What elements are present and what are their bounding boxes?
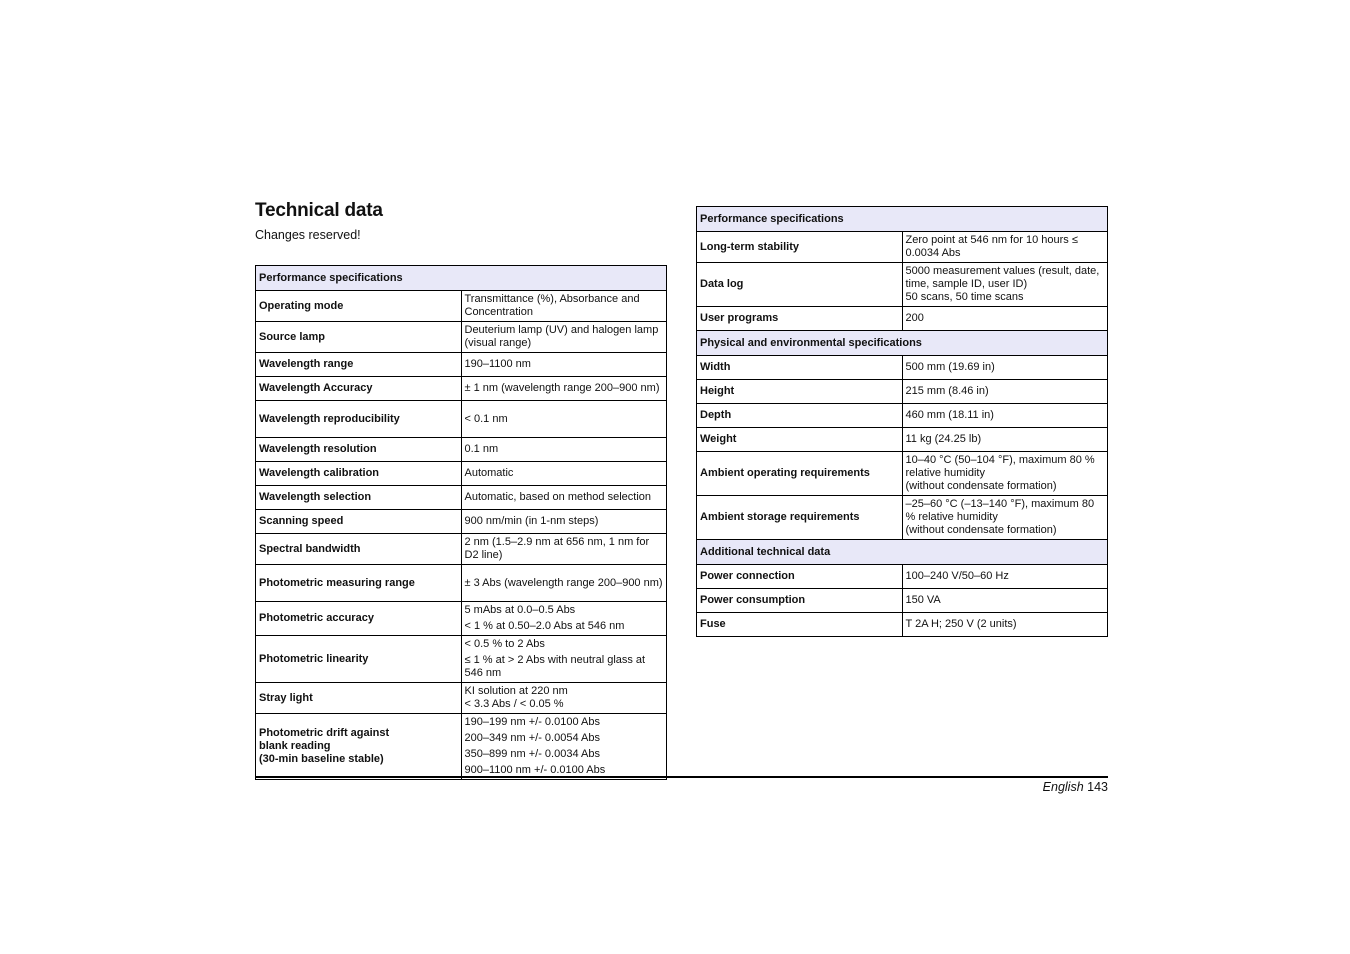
spec-value: ± 3 Abs (wavelength range 200–900 nm) bbox=[461, 565, 667, 602]
spec-label: Width bbox=[697, 356, 903, 380]
spec-value: 150 VA bbox=[902, 589, 1108, 613]
section-title: Performance specifications bbox=[697, 207, 1108, 232]
table-row bbox=[697, 356, 1108, 380]
spec-value: Automatic, based on method selection bbox=[461, 486, 667, 510]
section-header-row bbox=[256, 266, 667, 291]
spec-label: Power consumption bbox=[697, 589, 903, 613]
section-title: Physical and environmental specifications bbox=[697, 331, 1108, 356]
page-title: Technical data bbox=[255, 200, 383, 221]
spec-label: Data log bbox=[697, 263, 903, 307]
page-footer bbox=[1043, 780, 1108, 794]
spec-label: Stray light bbox=[256, 683, 462, 714]
left-spec-table bbox=[255, 265, 667, 780]
spec-label: Wavelength selection bbox=[256, 486, 462, 510]
footer-divider bbox=[255, 776, 1108, 778]
spec-value: 460 mm (18.11 in) bbox=[902, 404, 1108, 428]
spec-label: Spectral bandwidth bbox=[256, 534, 462, 565]
spec-value: ± 1 nm (wavelength range 200–900 nm) bbox=[461, 377, 667, 401]
spec-label: Wavelength resolution bbox=[256, 438, 462, 462]
spec-label: Ambient storage requirements bbox=[697, 496, 903, 540]
spec-label: Ambient operating requirements bbox=[697, 452, 903, 496]
spec-label: Fuse bbox=[697, 613, 903, 637]
spec-value: –25–60 °C (–13–140 °F), maximum 80 % relative humidity (without condensate formation) bbox=[902, 496, 1108, 540]
spec-value: 215 mm (8.46 in) bbox=[902, 380, 1108, 404]
table-row bbox=[256, 438, 667, 462]
table-row bbox=[256, 401, 667, 438]
table-row bbox=[256, 322, 667, 353]
spec-value: 5000 measurement values (result, date, time, sample ID, user ID) 50 scans, 50 time scans bbox=[902, 263, 1108, 307]
table-row bbox=[256, 510, 667, 534]
right-spec-table bbox=[696, 206, 1108, 637]
spec-label: Photometric accuracy bbox=[256, 602, 462, 636]
footer-language: English bbox=[1042, 780, 1084, 794]
page-subtitle: Changes reserved! bbox=[255, 228, 361, 242]
table-row bbox=[256, 602, 667, 636]
spec-value: Zero point at 546 nm for 10 hours ≤ 0.0034 Abs bbox=[902, 232, 1108, 263]
table-row bbox=[256, 636, 667, 683]
spec-value: 2 nm (1.5–2.9 nm at 656 nm, 1 nm for D2 line) bbox=[461, 534, 667, 565]
section-header-row bbox=[697, 540, 1108, 565]
section-title: Additional technical data bbox=[697, 540, 1108, 565]
spec-value: 100–240 V/50–60 Hz bbox=[902, 565, 1108, 589]
spec-label: Scanning speed bbox=[256, 510, 462, 534]
spec-label: Photometric drift against blank reading (30-min baseline stable) bbox=[256, 714, 462, 780]
spec-value: Transmittance (%), Absorbance and Concentration bbox=[461, 291, 667, 322]
table-row bbox=[697, 565, 1108, 589]
table-row bbox=[697, 589, 1108, 613]
spec-label: Power connection bbox=[697, 565, 903, 589]
spec-label: User programs bbox=[697, 307, 903, 331]
table-row bbox=[697, 428, 1108, 452]
table-row bbox=[256, 714, 667, 780]
spec-value: 190–1100 nm bbox=[461, 353, 667, 377]
table-row bbox=[256, 353, 667, 377]
spec-label: Wavelength reproducibility bbox=[256, 401, 462, 438]
spec-value: 5 mAbs at 0.0–0.5 Abs < 1 % at 0.50–2.0 Abs at 546 nm bbox=[461, 602, 667, 636]
table-row bbox=[256, 377, 667, 401]
table-row bbox=[256, 462, 667, 486]
spec-value: KI solution at 220 nm < 3.3 Abs / < 0.05 % bbox=[461, 683, 667, 714]
table-row bbox=[697, 613, 1108, 637]
spec-value: 0.1 nm bbox=[461, 438, 667, 462]
table-row bbox=[256, 534, 667, 565]
table-row bbox=[697, 307, 1108, 331]
section-header-row bbox=[697, 331, 1108, 356]
spec-value: < 0.1 nm bbox=[461, 401, 667, 438]
spec-label: Height bbox=[697, 380, 903, 404]
table-row bbox=[697, 232, 1108, 263]
table-row bbox=[697, 380, 1108, 404]
spec-label: Long-term stability bbox=[697, 232, 903, 263]
spec-value: 190–199 nm +/- 0.0100 Abs 200–349 nm +/- 0.0054 Abs 350–899 nm +/- 0.0034 Abs 900–1100 nm +/- 0.0100 Abs bbox=[461, 714, 667, 780]
spec-value: 900 nm/min (in 1-nm steps) bbox=[461, 510, 667, 534]
table-row bbox=[697, 263, 1108, 307]
section-header-row bbox=[697, 207, 1108, 232]
table-row bbox=[697, 404, 1108, 428]
spec-label: Source lamp bbox=[256, 322, 462, 353]
section-title: Performance specifications bbox=[256, 266, 667, 291]
spec-label: Depth bbox=[697, 404, 903, 428]
spec-label: Wavelength calibration bbox=[256, 462, 462, 486]
spec-value: 500 mm (19.69 in) bbox=[902, 356, 1108, 380]
spec-label: Photometric measuring range bbox=[256, 565, 462, 602]
table-row bbox=[697, 452, 1108, 496]
spec-label: Wavelength Accuracy bbox=[256, 377, 462, 401]
spec-label: Operating mode bbox=[256, 291, 462, 322]
page-number: 143 bbox=[1087, 780, 1108, 794]
table-row bbox=[697, 496, 1108, 540]
spec-label: Photometric linearity bbox=[256, 636, 462, 683]
spec-value: 200 bbox=[902, 307, 1108, 331]
spec-value: Automatic bbox=[461, 462, 667, 486]
table-row bbox=[256, 683, 667, 714]
spec-value: Deuterium lamp (UV) and halogen lamp (visual range) bbox=[461, 322, 667, 353]
table-row bbox=[256, 565, 667, 602]
spec-label: Wavelength range bbox=[256, 353, 462, 377]
spec-label: Weight bbox=[697, 428, 903, 452]
table-row bbox=[256, 291, 667, 322]
spec-value: 10–40 °C (50–104 °F), maximum 80 % relative humidity (without condensate formation) bbox=[902, 452, 1108, 496]
spec-value: T 2A H; 250 V (2 units) bbox=[902, 613, 1108, 637]
spec-value: < 0.5 % to 2 Abs ≤ 1 % at > 2 Abs with neutral glass at 546 nm bbox=[461, 636, 667, 683]
spec-value: 11 kg (24.25 lb) bbox=[902, 428, 1108, 452]
table-row bbox=[256, 486, 667, 510]
